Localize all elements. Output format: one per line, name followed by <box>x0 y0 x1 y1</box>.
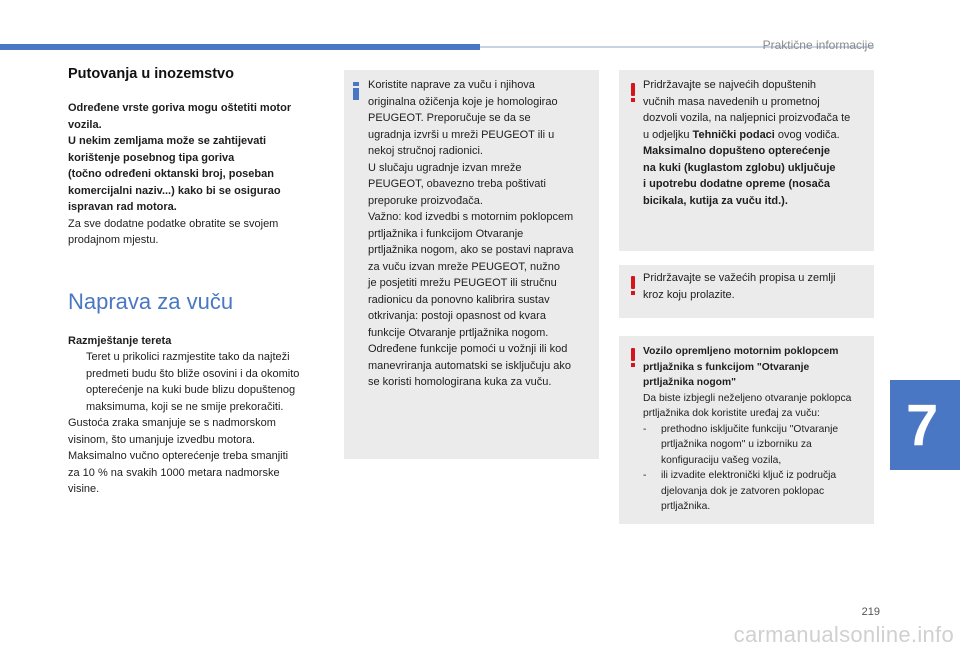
text-line: prtljažnika. <box>661 501 711 512</box>
warning-icon <box>629 276 637 295</box>
text-line: korištenje posebnog tipa goriva <box>68 151 235 164</box>
travel-abroad-heading: Putovanja u inozemstvo <box>68 66 234 82</box>
dash-bullet: - <box>643 470 647 481</box>
list-item <box>643 468 871 515</box>
header-title: Praktične informacije <box>762 38 874 52</box>
text-line: Pridržavajte se važećih propisa u zemlji <box>643 272 836 284</box>
text-line: komercijalni naziv...) kako bi se osigurao <box>68 184 281 197</box>
towing-device-heading: Naprava za vuču <box>68 288 234 314</box>
fuel-warning-paragraph <box>68 100 322 249</box>
main-column <box>68 66 322 498</box>
header-accent-bar <box>0 44 480 50</box>
text-line: Maksimalno dopušteno opterećenje <box>643 145 831 157</box>
text-line: prodajnom mjestu. <box>68 234 159 246</box>
text-line: vozila. <box>68 118 102 131</box>
text-line: prtljažnika s funkcijom "Otvaranje <box>643 361 810 373</box>
text-line: konfiguraciju vašeg vozila, <box>661 454 782 466</box>
list-item <box>643 422 871 469</box>
text-line: Koristite naprave za vuču i njihova <box>368 79 535 91</box>
text-line: otkrivanja: postoji opasnost od kvara <box>368 310 546 322</box>
text-line <box>643 127 871 144</box>
text-line: ugradnja izvrši u mreži PEUGEOT ili u <box>368 128 555 141</box>
text-line: visinom, što umanjuje izvedbu motora. <box>68 433 256 446</box>
text-line: ispravan rad motora. <box>68 201 177 213</box>
text-line: funkcije Otvaranje prtljažnika nogom. <box>368 326 549 339</box>
dash-bullet: - <box>643 423 647 435</box>
text-line: ili izvadite elektronički ključ iz područja <box>661 470 837 481</box>
text-line: djelovanja dok je zatvoren poklopac <box>661 485 825 497</box>
text-line: prtljažnika dok koristite uređaj za vuču: <box>643 408 820 419</box>
text-line: na kuki (kuglastom zglobu) uključuje <box>643 161 836 174</box>
text-line: za vuču izvan mreže PEUGEOT, nužno <box>368 260 560 273</box>
text-line: prtljažnika nogom" <box>643 377 736 388</box>
warning-box-text <box>643 77 871 209</box>
text-line: dozvoli vozila, na naljepnici proizvođača te <box>643 112 851 124</box>
text-line: Važno: kod izvedbi s motornim poklopcem <box>368 211 574 223</box>
text-line: maksimuma, koji se ne smije prekoračiti. <box>86 400 284 413</box>
text-line: i upotrebu dodatne opreme (nosača <box>643 178 831 190</box>
text-line: visine. <box>68 483 100 495</box>
text-line: prtljažnika i funkcijom Otvaranje <box>368 227 524 240</box>
text-line: kroz koju prolazite. <box>643 288 735 301</box>
warning-box-text <box>643 270 871 303</box>
arrow-bullet-icon <box>68 349 86 415</box>
technical-data-reference: Tehnički podaci <box>692 128 775 141</box>
text-line: je posjetiti mrežu PEUGEOT ili stručnu <box>368 277 557 289</box>
text-line: za 10 % na svakih 1000 metara nadmorske <box>68 466 280 479</box>
text-line: predmeti budu što bliže osovini i da okomito <box>86 367 300 380</box>
text-line: Da biste izbjegli neželjeno otvaranje poklopca <box>643 392 852 404</box>
text-line: U slučaju ugradnje izvan mreže <box>368 161 522 174</box>
info-icon <box>352 82 360 100</box>
text-line: radionicu da ponovno kalibrira sustav <box>368 293 550 306</box>
text-line: originalna ožičenja koje je homologirao <box>368 95 558 108</box>
text-line: Pridržavajte se najvećih dopuštenih <box>643 79 817 91</box>
text-line: prethodno isključite funkciju "Otvaranje <box>661 423 839 435</box>
text-line: PEUGEOT. Preporučuje se da se <box>368 112 531 124</box>
text-line: prtljažnika nogom" u izborniku za <box>661 439 812 450</box>
text-line: vučnih masa navedenih u prometnoj <box>643 95 820 108</box>
info-box-text <box>368 77 594 391</box>
text-line: manevriranja automatski se isključuju ako <box>368 359 571 372</box>
text-line: (točno određeni oktanski broj, poseban <box>68 168 274 180</box>
text-line: Maksimalno vučno opterećenje treba smanjiti <box>68 450 289 462</box>
text-line: prtljažnika nogom, ako se postavi naprava <box>368 244 574 256</box>
text-line: Teret u prikolici razmjestite tako da najteži <box>86 351 290 363</box>
text-line: PEUGEOT, obavezno treba poštivati <box>368 178 546 190</box>
warning-icon <box>629 348 637 367</box>
text-line: se koristi homologirana kuka za vuču. <box>368 376 552 388</box>
warning-box-text <box>643 344 871 515</box>
text-line: Određene funkcije pomoći u vožnji ili kod <box>368 343 568 355</box>
list-item <box>68 349 322 415</box>
warning-icon <box>629 83 637 102</box>
text-fragment: u odjeljku <box>643 128 693 141</box>
watermark: carmanualsonline.info <box>733 622 954 647</box>
text-line: preporuke proizvođača. <box>368 194 483 207</box>
text-line: bicikala, kutija za vuču itd.). <box>643 194 788 207</box>
text-line: nekoj stručnoj radionici. <box>368 145 483 157</box>
load-distribution-subheading: Razmještanje tereta <box>68 334 172 347</box>
page-number: 219 <box>861 606 880 618</box>
altitude-paragraph <box>68 415 322 498</box>
text-line: U nekim zemljama može se zahtijevati <box>68 135 267 147</box>
text-line: Vozilo opremljeno motornim poklopcem <box>643 346 839 357</box>
text-line: Gustoća zraka smanjuje se s nadmorskom <box>68 417 276 429</box>
chapter-number: 7 <box>906 393 939 458</box>
text-line: Za sve dodatne podatke obratite se svojem <box>68 217 279 230</box>
text-line: Određene vrste goriva mogu oštetiti motor <box>68 102 292 114</box>
text-fragment: ovog vodiča. <box>774 128 840 141</box>
text-line: opterećenje na kuki bude blizu dopuštenog <box>86 384 296 396</box>
